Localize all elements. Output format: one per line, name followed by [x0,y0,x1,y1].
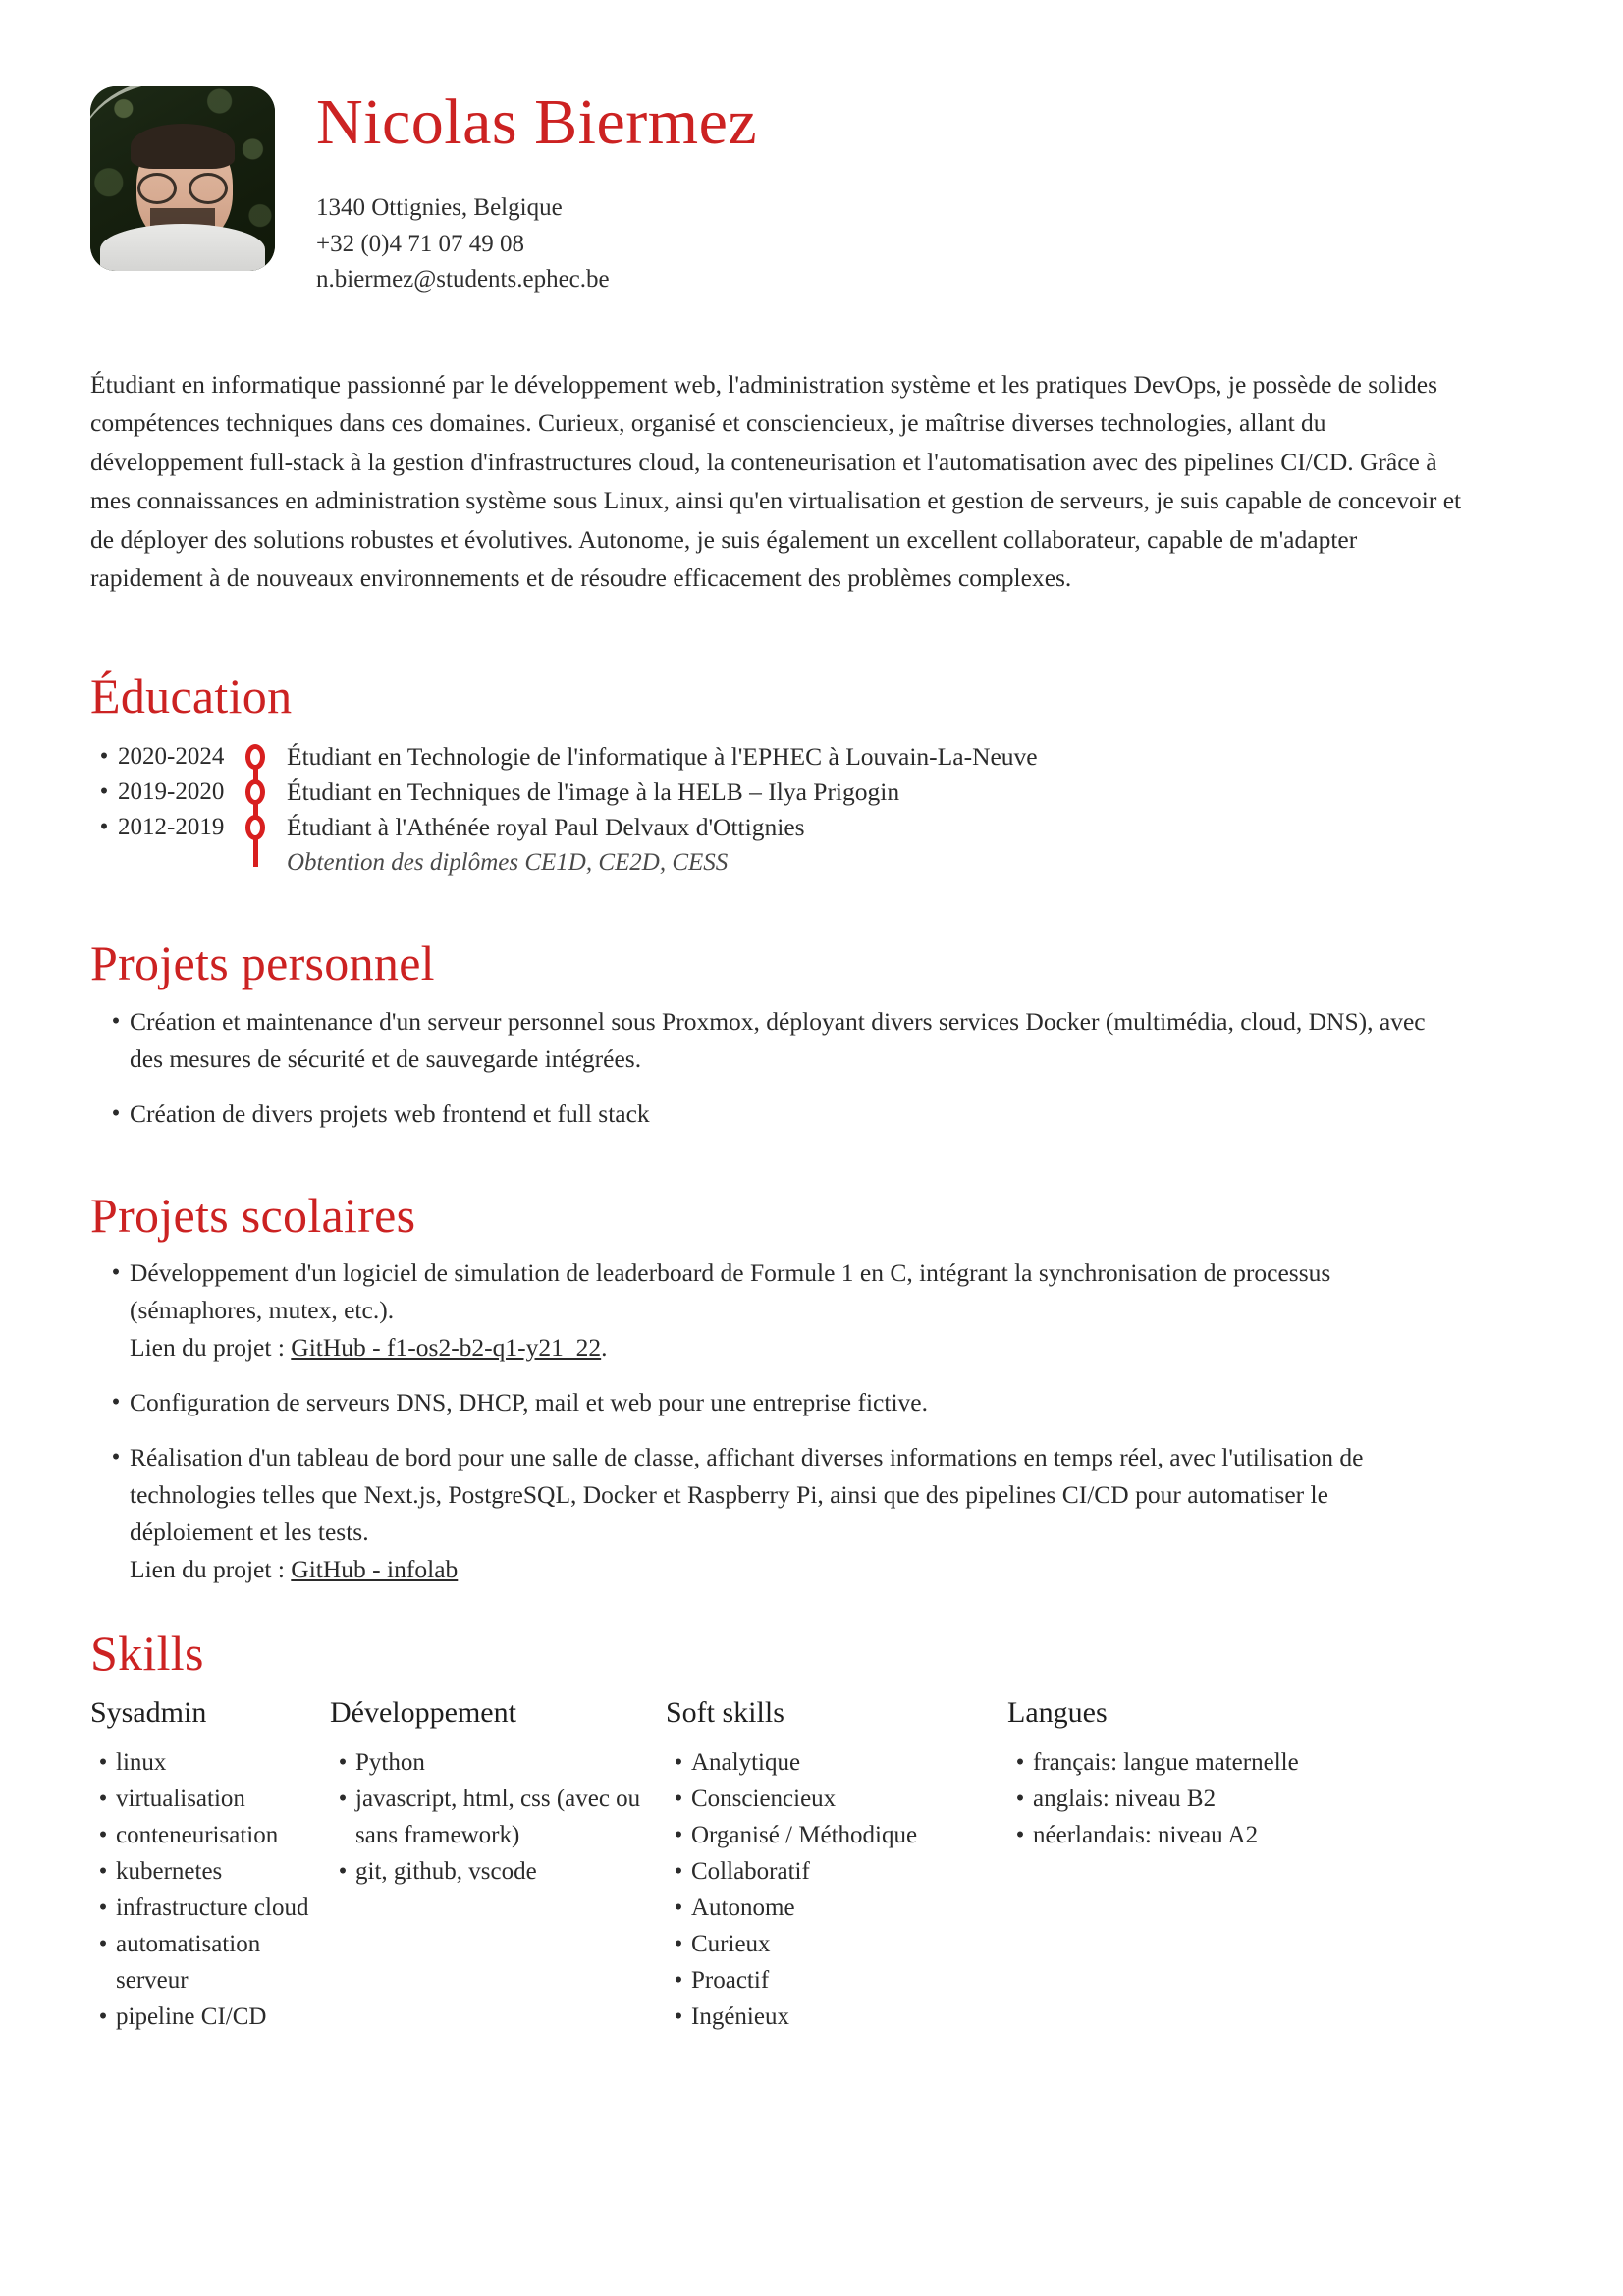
skills-list [1007,1744,1341,1853]
list-item-text [130,1439,1445,1588]
header-text [275,86,757,298]
skills-list [90,1744,330,2035]
list-item [1007,1744,1341,1781]
contact-email: n.biermez@students.ephec.be [316,266,610,293]
list-bullet-icon: • [674,1894,683,1921]
list-bullet-icon: • [98,2002,108,2030]
page-title: Nicolas Biermez [316,86,758,158]
list-item-text: Création et maintenance d'un serveur personnel sous Proxmox, déployant divers services Docker (multimédia, cloud, DNS), avec des mesures de sécurité et de sauvegarde intégrées. [130,1006,1426,1073]
list-bullet-icon: • [98,1748,108,1776]
list-bullet-icon: • [674,1785,683,1812]
skill-label: Autonome [691,1894,795,1921]
skills-column-developpement [330,1695,666,2035]
contact-phone: +32 (0)4 71 07 49 08 [316,230,524,257]
skill-label: Consciencieux [691,1785,837,1812]
skills-grid [90,1695,1533,2035]
skill-label: automatisation serveur [116,1930,261,1994]
project-description: Réalisation d'un tableau de bord pour une salle de classe, affichant diverses informations en temps réel, avec l'utilisation de technologies telles que Next.js, PostgreSQL, Docker et Raspberry Pi, ainsi que des pipelines CI/CD pour automatiser le déploiement et les tests. [130,1443,1364,1547]
list-bullet-icon: • [674,1857,683,1885]
list-item [666,1890,1007,1926]
list-bullet-icon: • [98,1785,108,1812]
summary-paragraph: Étudiant en informatique passionné par le développement web, l'administration système et les pratiques DevOps, je possède de solides compétences techniques dans ces domaines. Curieux, organisé et consciencieux, je maîtrise diverses technologies, allant du développement full-stack à la gestion d'infrastructures cloud, la conteneurisation et l'automatisation avec des pipelines CI/CD. Grâce à mes connaissances en administration système sous Linux, ainsi qu'en virtualisation et gestion de serveurs, je suis capable de concevoir et de déployer des solutions robustes et évolutives. Autonome, je suis également un excellent collaborateur, capable de m'adapter rapidement à de nouveaux environnements et de résoudre efficacement des problèmes complexes. [90,369,1462,593]
timeline-ring-icon [245,779,265,805]
section-personal-projects [90,937,1533,1133]
skill-label: kubernetes [116,1857,223,1885]
skill-label: infrastructure cloud [116,1894,309,1921]
skill-label: Ingénieux [691,2002,789,2030]
skill-label: anglais: niveau B2 [1033,1785,1217,1812]
skill-label: Python [355,1748,425,1776]
project-link[interactable]: GitHub - f1-os2-b2-q1-y21_22 [291,1333,602,1362]
list-item [102,1095,1533,1133]
skill-label: javascript, html, css (avec ou sans framework) [355,1785,641,1848]
list-bullet-icon: • [111,1389,121,1416]
list-item [102,1255,1533,1366]
project-link-suffix: . [601,1333,608,1362]
personal-projects-list [90,1003,1533,1133]
education-description: Étudiant en Technologie de l'informatique à l'EPHEC à Louvain-La-Neuve [287,742,1038,772]
avatar-hair [131,124,235,169]
section-title-personal-projects: Projets personnel [90,935,435,991]
project-link[interactable]: GitHub - infolab [291,1555,459,1584]
education-description: Étudiant à l'Athénée royal Paul Delvaux d'Ottignies [287,813,805,842]
list-bullet-icon: • [111,1444,121,1471]
list-bullet-icon: • [98,1857,108,1885]
list-bullet-icon: • [111,1099,121,1127]
list-item-text: Configuration de serveurs DNS, DHCP, mail et web pour une entreprise fictive. [130,1388,928,1417]
list-bullet-icon: • [674,1930,683,1957]
education-timeline [90,739,1533,881]
list-bullet-icon: • [674,2002,683,2030]
education-description: Étudiant en Techniques de l'image à la HELB – Ilya Prigogin [287,777,900,807]
education-years: 2020-2024 [118,743,225,771]
list-item [330,1781,666,1853]
list-bullet-icon: • [98,1930,108,1957]
list-bullet-icon: • [674,1748,683,1776]
section-education [90,667,1533,881]
skill-label: néerlandais: niveau A2 [1033,1821,1259,1848]
list-item [666,1999,1007,2035]
list-item [1007,1817,1341,1853]
list-item [90,1853,330,1890]
list-bullet-icon: • [1015,1748,1025,1776]
list-item [330,1853,666,1890]
list-bullet-icon: • [111,1007,121,1035]
education-entry [90,774,1533,810]
skill-label: français: langue maternelle [1033,1748,1299,1776]
skill-label: Proactif [691,1966,770,1994]
education-years: 2019-2020 [118,778,225,806]
timeline-ring-icon [245,815,265,840]
list-bullet-icon: • [1015,1821,1025,1848]
list-bullet-icon: • [111,1259,121,1287]
skill-label: linux [116,1748,167,1776]
education-entry [90,810,1533,881]
school-projects-list [90,1255,1533,1588]
list-item [102,1439,1533,1588]
list-item [666,1962,1007,1999]
list-item [102,1384,1533,1421]
skill-label: virtualisation [116,1785,245,1812]
education-entry [90,739,1533,774]
list-item [90,1817,330,1853]
skills-column-soft-skills [666,1695,1007,2035]
contact-address: 1340 Ottignies, Belgique [316,194,563,221]
section-school-projects [90,1187,1533,1589]
list-item [666,1926,1007,1962]
list-bullet-icon: • [674,1966,683,1994]
section-title-skills: Skills [90,1626,204,1682]
list-item-text: Création de divers projets web frontend et full stack [130,1098,650,1128]
skills-column-heading: Sysadmin [90,1695,207,1729]
skill-label: Collaboratif [691,1857,810,1885]
skill-label: Curieux [691,1930,771,1957]
cv-header [0,0,1623,298]
skills-column-heading: Langues [1007,1695,1108,1729]
skill-label: pipeline CI/CD [116,2002,267,2030]
glasses-icon [135,173,230,198]
list-bullet-icon: • [338,1857,348,1885]
list-item [90,1781,330,1817]
education-subtitle: Obtention des diplômes CE1D, CE2D, CESS [287,849,729,877]
skill-label: conteneurisation [116,1821,279,1848]
project-link-prefix: Lien du projet : [130,1333,292,1362]
list-bullet-icon: • [338,1785,348,1812]
timeline-marker [234,774,277,810]
section-title-education: Éducation [90,667,293,723]
list-bullet-icon: • [99,778,109,806]
list-item [90,1890,330,1926]
list-bullet-icon: • [674,1821,683,1848]
list-item [90,1744,330,1781]
avatar [90,86,275,271]
skills-column-sysadmin [90,1695,330,2035]
skills-column-langues [1007,1695,1341,2035]
skill-label: Organisé / Méthodique [691,1821,918,1848]
list-item [666,1744,1007,1781]
list-item [330,1744,666,1781]
education-description-group [277,810,805,881]
skill-label: Analytique [691,1748,801,1776]
list-bullet-icon: • [98,1894,108,1921]
list-item [666,1817,1007,1853]
list-item [1007,1781,1341,1817]
timeline-ring-icon [245,744,265,770]
list-bullet-icon: • [99,743,109,771]
list-bullet-icon: • [338,1748,348,1776]
list-item [90,1926,330,1999]
skill-label: git, github, vscode [355,1857,537,1885]
project-description: Développement d'un logiciel de simulation de leaderboard de Formule 1 en C, intégrant la synchronisation de processus (sémaphores, mutex, etc.). [130,1258,1331,1325]
list-item-text [130,1255,1445,1366]
list-item [666,1853,1007,1890]
timeline-marker [234,810,277,845]
skills-column-heading: Développement [330,1695,516,1729]
list-bullet-icon: • [99,814,109,841]
skills-list [666,1744,1007,2035]
avatar-shirt [100,224,265,271]
timeline-marker [234,739,277,774]
skills-column-heading: Soft skills [666,1695,784,1729]
list-bullet-icon: • [1015,1785,1025,1812]
section-title-school-projects: Projets scolaires [90,1187,416,1243]
skills-list [330,1744,666,1890]
project-link-prefix: Lien du projet : [130,1555,292,1584]
list-item [102,1003,1533,1078]
education-years: 2012-2019 [118,814,225,841]
list-item [666,1781,1007,1817]
list-item [90,1999,330,2035]
list-bullet-icon: • [98,1821,108,1848]
section-skills [90,1628,1533,2035]
